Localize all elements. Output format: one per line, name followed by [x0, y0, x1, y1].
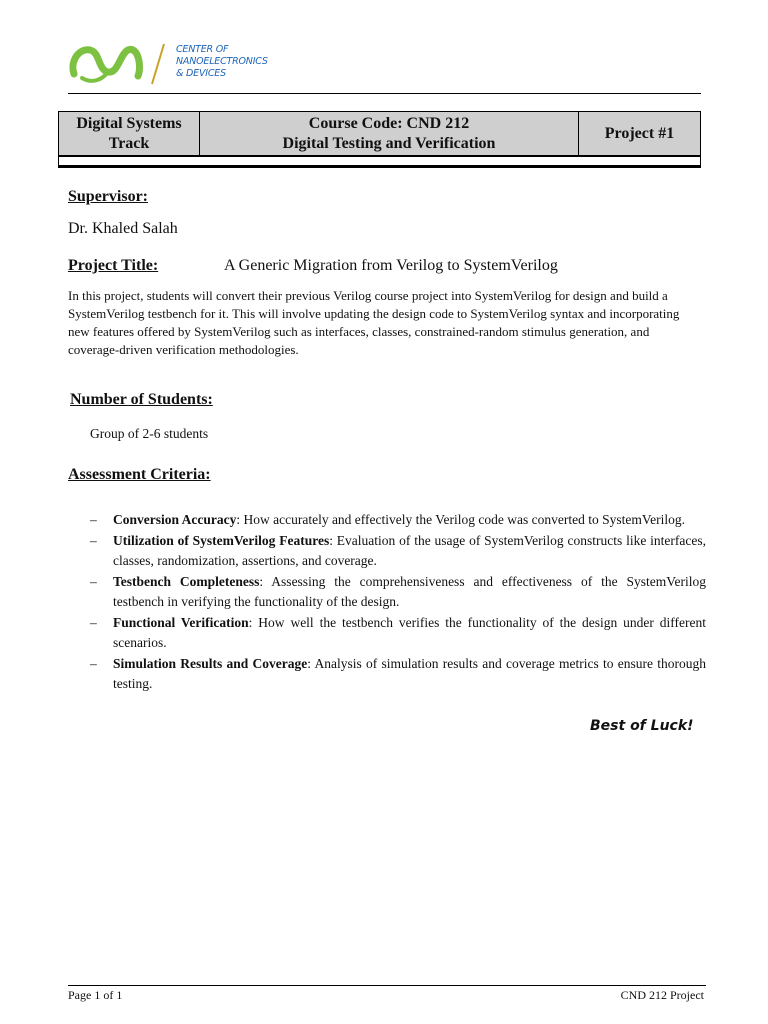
logo-wordmark [176, 44, 268, 80]
course-cell [200, 112, 579, 155]
project-title-heading: Project Title: [68, 257, 159, 274]
students-value: Group of 2-6 students [90, 426, 209, 441]
criteria-title: Functional Verification [113, 614, 249, 630]
course-name: Digital Testing and Verification [282, 134, 496, 152]
logo-line-3: & DEVICES [176, 68, 226, 79]
criteria-item [90, 654, 706, 695]
project-description: In this project, students will convert their previous Verilog course project into SystemVerilog for design and build a SystemVerilog testbench for it. This will involve updating the design code to SystemVerilog syntax and incorporating new features offered by SystemVerilog such as interfaces, classes, constrained-random stimulus generation, and coverage-driven verification methodologies. [68, 288, 680, 357]
project-cell [579, 112, 700, 155]
criteria-title: Simulation Results and Coverage [113, 655, 308, 671]
assessment-heading: Assessment Criteria: [68, 466, 211, 483]
track-line-2: Track [108, 134, 150, 152]
criteria-title: Conversion Accuracy [113, 512, 237, 527]
project-title-value: A Generic Migration from Verilog to SystemVerilog [224, 257, 558, 274]
criteria-text: : Evaluation of the usage of SystemVerilog constructs like interfaces, classes, randomization, assertions, and coverage. [113, 532, 706, 568]
criteria-item [90, 531, 706, 572]
track-cell [59, 112, 200, 155]
dash-bullet: – [90, 655, 97, 671]
criteria-text: : Assessing the comprehensiveness and effectiveness of the SystemVerilog testbench in verifying the functionality of the design. [113, 573, 706, 609]
criteria-text: : How accurately and effectively the Verilog code was converted to SystemVerilog. [236, 512, 685, 527]
criteria-title: Utilization of SystemVerilog Features [113, 532, 330, 548]
cnd-logo-mark-icon [68, 40, 173, 90]
criteria-item [90, 572, 706, 613]
table-thick-rule [59, 165, 700, 168]
dash-bullet: – [90, 512, 97, 527]
criteria-title: Testbench Completeness [113, 573, 260, 589]
course-header-table [58, 111, 701, 156]
page-number: Page 1 of 1 [68, 988, 123, 1002]
logo-line-2: NANOELECTRONICS [176, 56, 268, 67]
supervisor-name: Dr. Khaled Salah [68, 220, 178, 237]
dash-bullet: – [90, 532, 97, 548]
closing-note: Best of Luck! [590, 718, 694, 734]
assessment-list [90, 510, 706, 695]
header-rule [68, 93, 701, 94]
course-code: Course Code: CND 212 [308, 114, 470, 132]
footer-rule [68, 985, 706, 986]
supervisor-heading: Supervisor: [68, 188, 148, 205]
students-heading: Number of Students: [70, 391, 213, 408]
table-thin-rule [59, 156, 700, 157]
criteria-item [90, 613, 706, 654]
project-number: Project #1 [604, 124, 675, 142]
criteria-text: : How well the testbench verifies the functionality of the design under different scenarios. [113, 614, 706, 650]
dash-bullet: – [90, 573, 97, 589]
footer-course: CND 212 Project [620, 988, 704, 1002]
criteria-item [90, 510, 706, 531]
dash-bullet: – [90, 614, 97, 630]
criteria-text: : Analysis of simulation results and coverage metrics to ensure thorough testing. [113, 655, 706, 691]
center-logo [68, 40, 268, 90]
logo-line-1: CENTER OF [176, 44, 229, 55]
track-line-1: Digital Systems [76, 114, 182, 132]
header-table-footer [58, 156, 701, 168]
